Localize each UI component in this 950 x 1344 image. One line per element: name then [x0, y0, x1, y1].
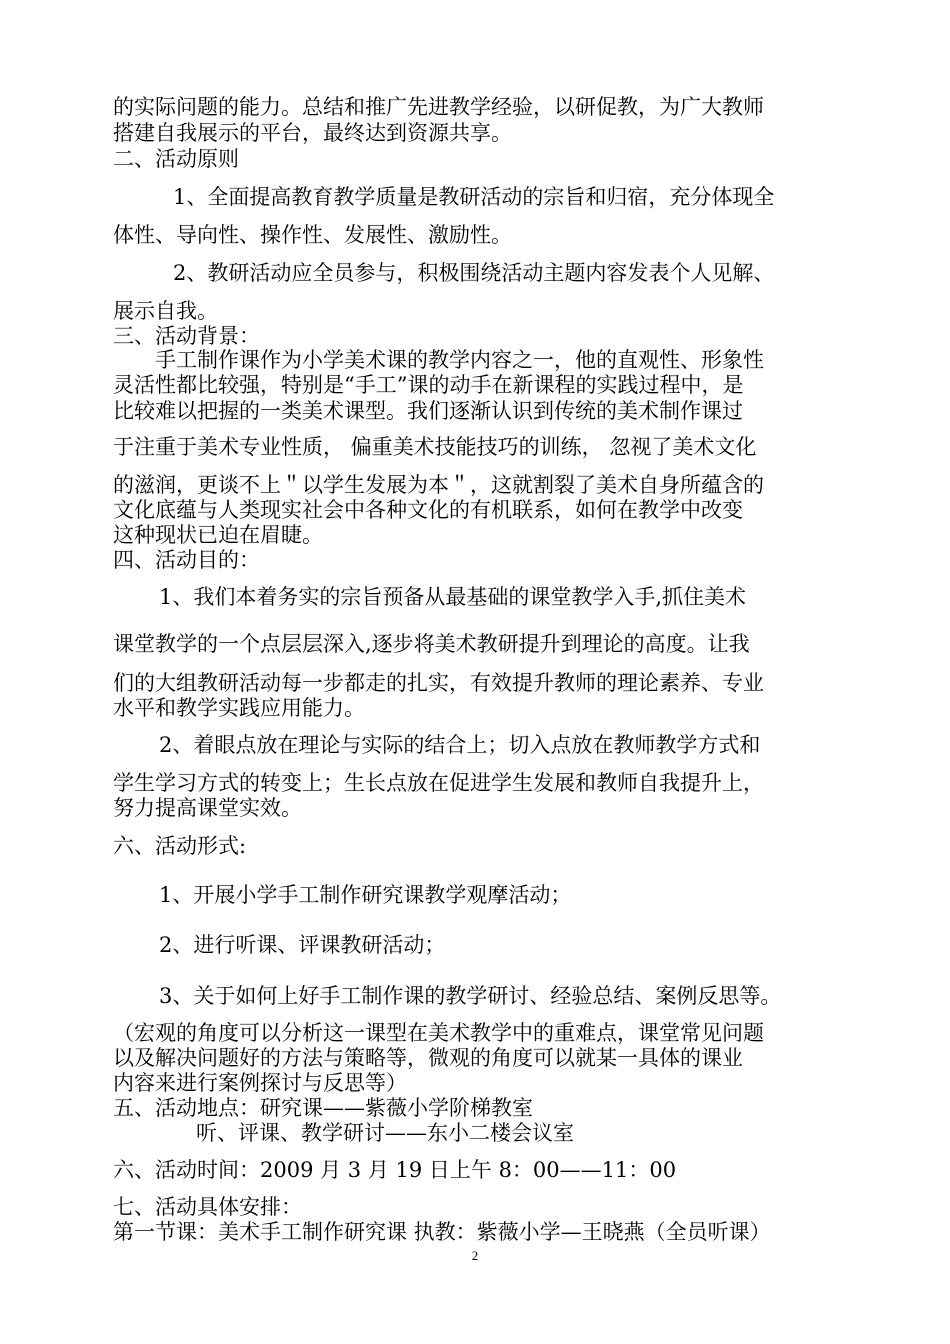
paragraph-line: 听、评课、教学研讨——东小二楼会议室: [196, 1121, 574, 1145]
section-heading-background: 三、活动背景：: [113, 324, 260, 348]
paragraph-line: 努力提高课堂实效。: [113, 796, 302, 820]
paragraph-line: 内容来进行案例探讨与反思等）: [113, 1071, 407, 1095]
list-item: 1、开展小学手工制作研究课教学观摩活动；: [159, 883, 572, 907]
section-heading-format: 六、活动形式:: [113, 834, 247, 858]
paragraph-line: 这种现状已迫在眉睫。: [113, 523, 323, 547]
paragraph-line: 们的大组教研活动每一步都走的扎实，有效提升教师的理论素养、专业: [113, 671, 764, 695]
paragraph-line: 学生学习方式的转变上；生长点放在促进学生发展和教师自我提升上，: [113, 771, 764, 795]
paragraph-line: 灵活性都比较强，特别是“手工”课的动手在新课程的实践过程中，是: [113, 373, 744, 397]
paragraph-line: 2、教研活动应全员参与，积极围绕活动主题内容发表个人见解、: [173, 261, 775, 285]
section-heading-purpose: 四、活动目的：: [113, 548, 260, 572]
paragraph-line: 文化底蕴与人类现实社会中各种文化的有机联系，如何在教学中改变: [113, 498, 743, 522]
paragraph-line: 的滋润，更谈不上＂以学生发展为本＂，这就割裂了美术自身所蕴含的: [113, 473, 764, 497]
paragraph-line: 2、着眼点放在理论与实际的结合上；切入点放在教师教学方式和: [159, 733, 761, 757]
paragraph-line: 于注重于美术专业性质， 偏重美术技能技巧的训练， 忽视了美术文化: [113, 435, 757, 459]
paragraph-line: 以及解决问题好的方法与策略等，微观的角度可以就某一具体的课业: [113, 1046, 743, 1070]
paragraph-line: 水平和教学实践应用能力。: [113, 696, 365, 720]
section-heading-time: 六、活动时间：2009 月 3 月 19 日上午 8：00——11：00: [113, 1158, 677, 1182]
paragraph-line: 第一节课：美术手工制作研究课 执教：紫薇小学—王晓燕（全员听课）: [113, 1220, 771, 1244]
paragraph-line: 比较难以把握的一类美术课型。我们逐渐认识到传统的美术制作课过: [113, 399, 743, 423]
paragraph-line: 1、全面提高教育教学质量是教研活动的宗旨和归宿，充分体现全: [173, 185, 775, 209]
paragraph-line: 搭建自我展示的平台，最终达到资源共享。: [113, 121, 512, 145]
paragraph-line: 1、我们本着务实的宗旨预备从最基础的课堂教学入手,抓住美术: [159, 585, 747, 609]
paragraph-line: 展示自我。: [113, 299, 218, 323]
paragraph-line: （宏观的角度可以分析这一课型在美术教学中的重难点，课堂常见问题: [113, 1021, 764, 1045]
paragraph-line: 体性、导向性、操作性、发展性、激励性。: [113, 223, 512, 247]
paragraph-line: 手工制作课作为小学美术课的教学内容之一，他的直观性、形象性: [155, 348, 764, 372]
list-item: 3、关于如何上好手工制作课的教学研讨、经验总结、案例反思等。: [159, 984, 782, 1008]
section-heading-principles: 二、活动原则: [113, 147, 239, 171]
page-number: 2: [471, 1248, 479, 1263]
list-item: 2、进行听课、评课教研活动；: [159, 933, 446, 957]
paragraph-line: 的实际问题的能力。总结和推广先进教学经验，以研促教，为广大教师: [113, 95, 764, 119]
paragraph-line: 课堂教学的一个点层层深入,逐步将美术教研提升到理论的高度。让我: [113, 632, 750, 656]
section-heading-location: 五、活动地点：研究课——紫薇小学阶梯教室: [113, 1096, 533, 1120]
section-heading-schedule: 七、活动具体安排：: [113, 1195, 302, 1219]
